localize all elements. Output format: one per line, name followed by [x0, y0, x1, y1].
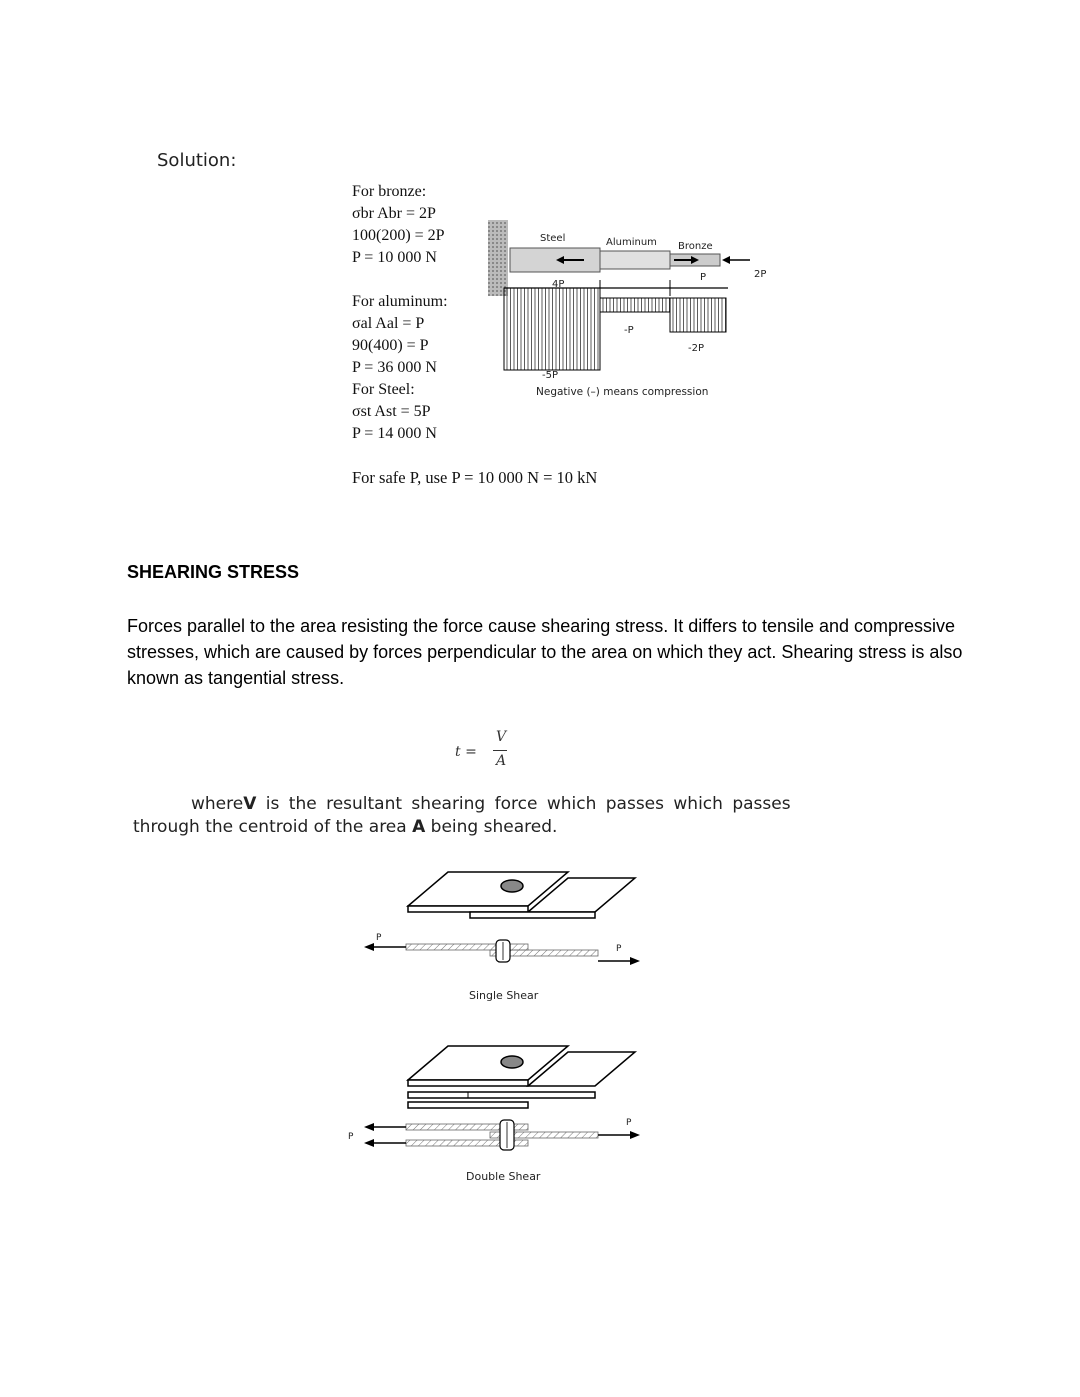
rivet-head [501, 1056, 523, 1068]
calc-line: σbr Abr = 2P [352, 205, 436, 222]
calc-line: P = 10 000 N [352, 249, 437, 266]
calc-line: For aluminum: [352, 293, 448, 310]
lower-plate-edge [408, 1102, 528, 1108]
single-shear-diagram [360, 868, 660, 1008]
steel-bar [510, 248, 600, 272]
where-text [133, 793, 853, 839]
where-line-2-end: being sheared. [425, 817, 558, 837]
formula-numerator: V [496, 729, 507, 745]
right-arrowhead [630, 1131, 640, 1139]
rivet-head [501, 880, 523, 892]
right-arrowhead [630, 957, 640, 965]
left-arrowhead-lower [364, 1139, 374, 1147]
fraction-bar [493, 750, 507, 751]
where-line-1 [133, 793, 853, 816]
formula-denominator: A [496, 753, 507, 769]
safe-load-statement: For safe P, use P = 10 000 N = 10 kN [352, 468, 598, 487]
left-arrowhead-upper [364, 1123, 374, 1131]
shearing-description: Forces parallel to the area resisting the force cause shearing stress. It differs to tensile and compressive stresses, which are caused by forces perpendicular to the area on which they act. Shearing stress is also known as tangential stress. [127, 616, 963, 688]
load-2p-label: 2P [754, 269, 767, 280]
where-line-2-text: through the centroid of the area [133, 817, 413, 837]
fixed-wall [488, 220, 508, 296]
segment-5p-label: -5P [542, 370, 559, 381]
steel-calc [352, 379, 437, 445]
aluminum-bar [600, 251, 670, 269]
steel-label: Steel [540, 233, 566, 244]
where-word: where [191, 794, 244, 814]
compression-note: Negative (–) means compression [536, 386, 709, 398]
single-shear-caption: Single Shear [469, 989, 539, 1002]
aluminum-calc [352, 291, 448, 379]
axial-force-diagram [507, 288, 726, 370]
bronze-calc [352, 181, 445, 269]
calc-line: 100(200) = 2P [352, 227, 445, 244]
middle-plate-edge [408, 1092, 595, 1098]
solution-label: Solution: [157, 150, 237, 171]
double-shear-diagram [340, 1040, 660, 1190]
calc-line: For Steel: [352, 381, 415, 398]
load-p-label: P [700, 272, 707, 283]
where-line-2 [133, 816, 853, 839]
double-shear-load-left: P [348, 1132, 354, 1142]
upper-plate-edge [408, 1080, 528, 1086]
upper-plate-edge [408, 906, 528, 912]
bronze-label: Bronze [678, 241, 713, 252]
segment-2p [670, 298, 726, 332]
segment-p [600, 298, 670, 312]
load-2p-arrowhead [722, 256, 730, 264]
single-shear-load-left: P [376, 933, 382, 943]
symbol-v: V [243, 794, 257, 814]
formula-lhs: t = [455, 744, 477, 760]
single-shear-load-right: P [616, 944, 622, 954]
section-heading: SHEARING STRESS [127, 562, 300, 582]
segment-5p [504, 288, 600, 370]
calc-line: 90(400) = P [352, 337, 429, 354]
calc-line: σal Aal = P [352, 315, 425, 332]
double-shear-load-right: P [626, 1118, 632, 1128]
segment-p-label: -P [624, 325, 634, 336]
calc-line: σst Ast = 5P [352, 403, 431, 420]
calc-line: P = 36 000 N [352, 359, 437, 376]
lower-plate-edge [470, 912, 595, 918]
where-rest: is the resultant shearing force which passes which passes [256, 794, 791, 814]
calc-line: P = 14 000 N [352, 425, 437, 442]
aluminum-label: Aluminum [606, 237, 657, 248]
load-4p-label: 4P [552, 279, 565, 290]
double-shear-caption: Double Shear [466, 1170, 541, 1183]
calc-line: For bronze: [352, 183, 427, 200]
axial-load-diagram [484, 218, 774, 408]
left-arrowhead [364, 943, 374, 951]
segment-2p-label: -2P [688, 343, 705, 354]
symbol-a: A [412, 817, 426, 837]
